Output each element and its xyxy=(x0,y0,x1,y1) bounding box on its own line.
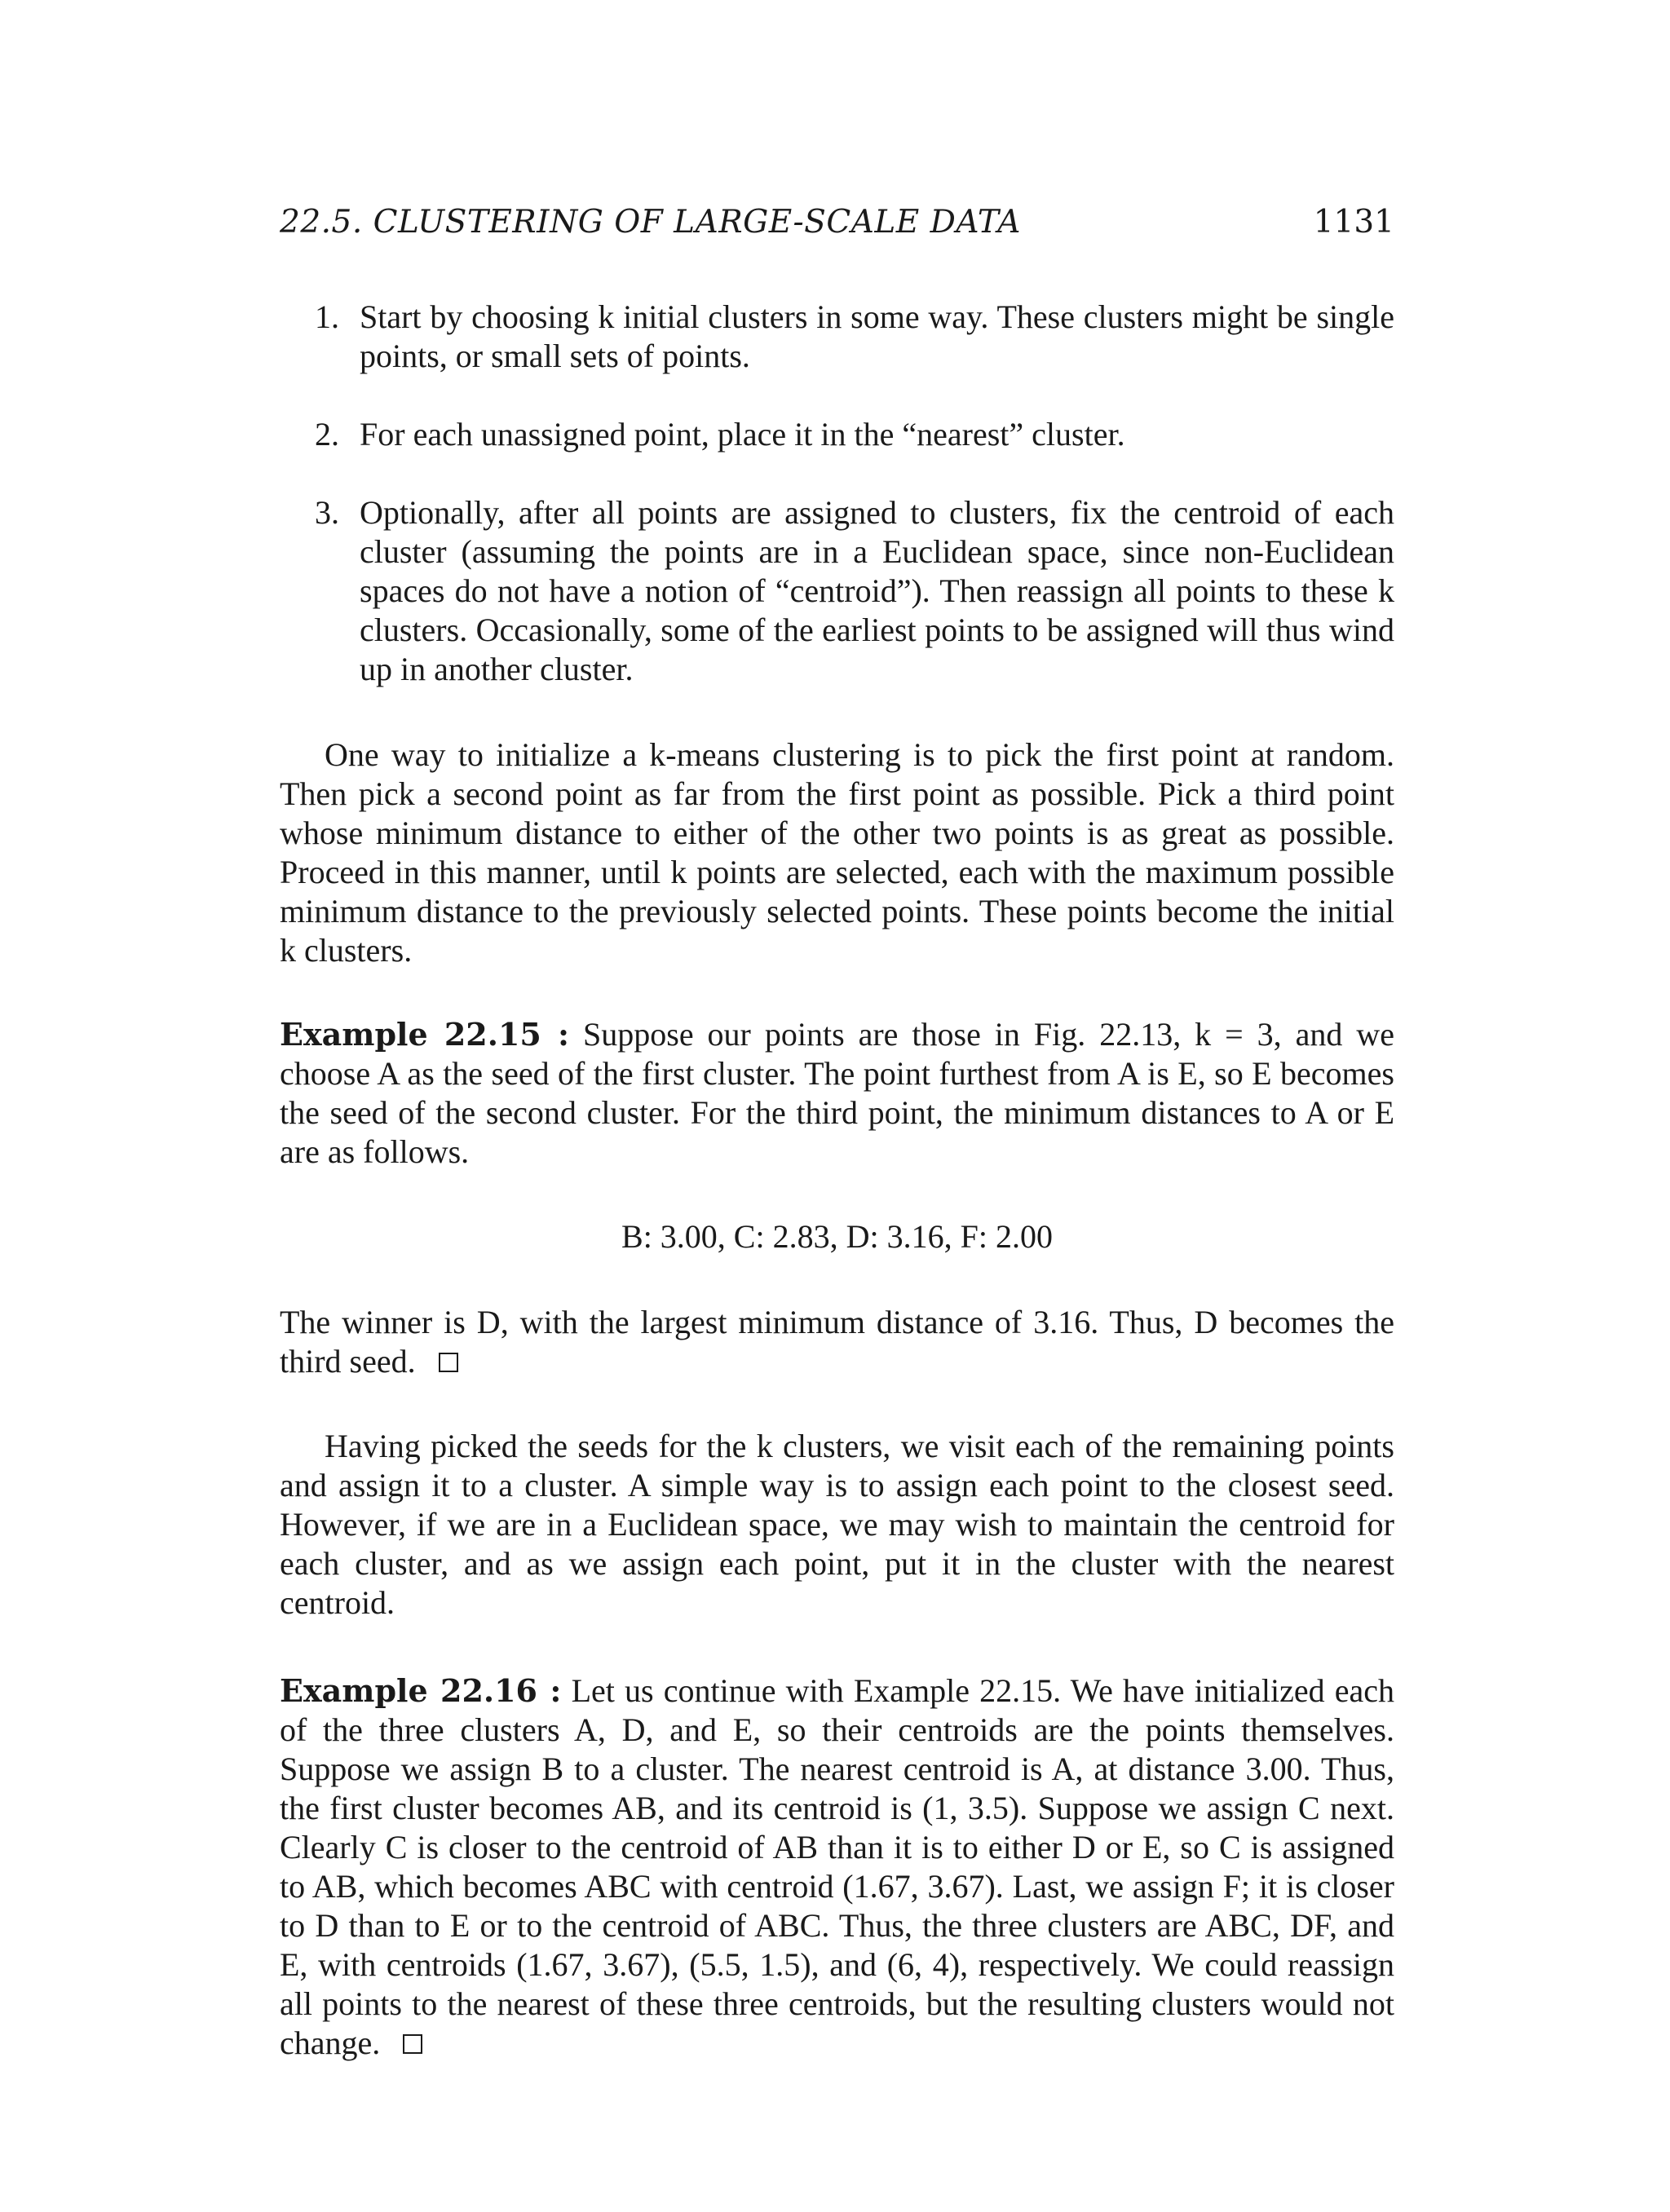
example-label: Example 22.16 : xyxy=(280,1672,562,1709)
end-of-proof-box xyxy=(439,1353,458,1372)
list-item-1 xyxy=(315,298,1394,376)
paragraph-initialization: One way to initialize a k-means clustering is to pick the first point at random. Then pick a second point as far from the first point as possible. Pick a third point whose minimum distance to either of the other two points is as great as possible. Proceed in this manner, until k points are selected, each with the maximum possible minimum distance to the previously selected points. These points become the initial k clusters. xyxy=(280,736,1394,969)
list-text: Start by choosing k initial clusters in some way. These clusters might be single points, or small sets of points. xyxy=(360,298,1394,374)
paragraph-seeds: Having picked the seeds for the k clusters, we visit each of the remaining points and assign it to a cluster. A simple way is to assign each point to the closest seed. However, if we are in a Euclidean space, we may wish to maintain the centroid for each cluster, and as we assign each point, put it in the cluster with the nearest centroid. xyxy=(280,1428,1394,1621)
list-number: 1. xyxy=(315,298,339,335)
example-text: Suppose our points are those in Fig. 22.13, k = 3, and we choose A as the seed of the first cluster. The point furthest from A is E, so E becomes the seed of the second cluster. For the third point, the minimum distances to A or E are as follows. xyxy=(280,1016,1394,1170)
conclusion-text: The winner is D, with the largest minimum distance of 3.16. Thus, D becomes the third seed. xyxy=(280,1304,1394,1380)
list-text: For each unassigned point, place it in the “nearest” cluster. xyxy=(360,416,1125,453)
running-header xyxy=(280,204,1394,245)
example-label: Example 22.15 : xyxy=(280,1016,570,1053)
page-number: 1131 xyxy=(1313,204,1394,241)
example-text: Let us continue with Example 22.15. We have initialized each of the three clusters A, D, and E, so their centroids are the points themselves. Suppose we assign B to a cluster. The nearest centroid is A, at distance 3.00. Thus, the first cluster becomes AB, and its centroid is (1, 3.5). Suppose we assign C next. Clearly C is closer to the centroid of AB than it is to either D or E, so C is assigned to AB, which becomes ABC with centroid (1.67, 3.67). Last, we assign F; it is closer to D than to E or to the centroid of ABC. Thus, the three clusters are ABC, DF, and E, with centroids (1.67, 3.67), (5.5, 1.5), and (6, 4), respectively. We could reassign all points to the nearest of these three centroids, but the resulting clusters would not change. xyxy=(280,1672,1395,2061)
section-title: 22.5. CLUSTERING OF LARGE-SCALE DATA xyxy=(280,204,1021,241)
list-item-2 xyxy=(315,415,1394,454)
example-22-16 xyxy=(280,1671,1394,2063)
list-item-3 xyxy=(315,493,1394,689)
list-number: 2. xyxy=(315,416,339,453)
list-number: 3. xyxy=(315,494,339,531)
example-22-15 xyxy=(280,1015,1394,1172)
distance-list: B: 3.00, C: 2.83, D: 3.16, F: 2.00 xyxy=(621,1218,1053,1255)
list-text: Optionally, after all points are assigned to clusters, fix the centroid of each cluster (assuming the points are in a Euclidean space, since non-Euclidean spaces do not have a notion of “centroid”). Then reassign all points to these k clusters. Occasionally, some of the earliest points to be assigned will thus wind up in another cluster. xyxy=(360,494,1394,687)
end-of-proof-box xyxy=(403,2034,422,2054)
example-22-15-conclusion xyxy=(280,1303,1394,1381)
